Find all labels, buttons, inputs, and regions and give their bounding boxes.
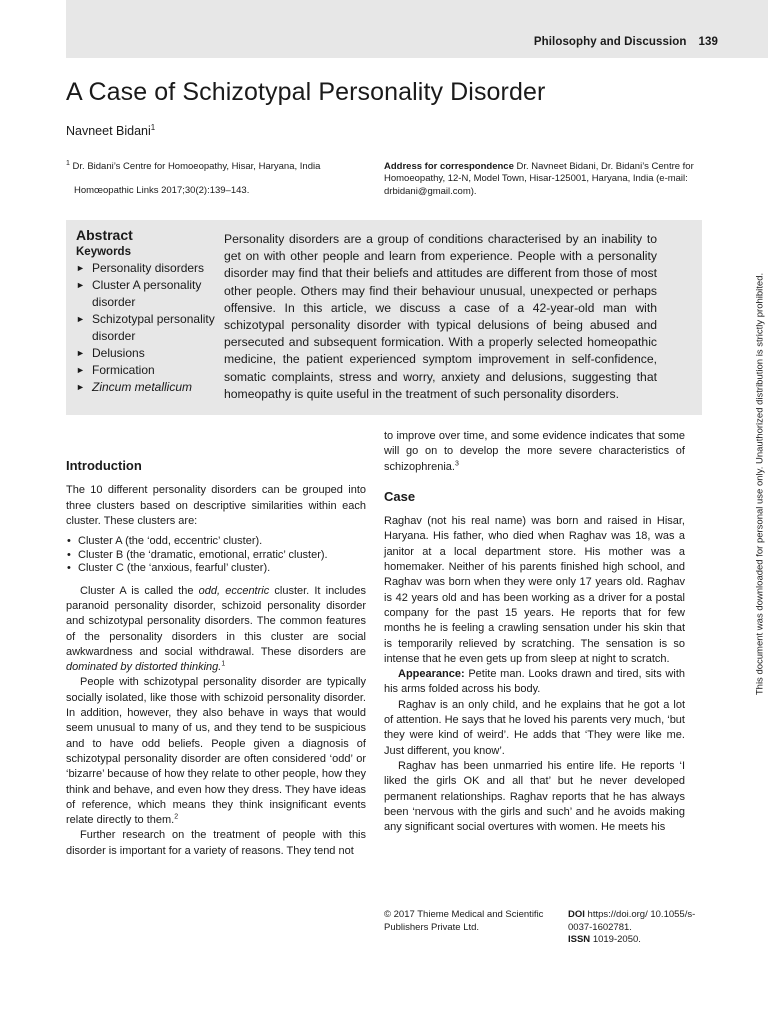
download-notice: This document was downloaded for personal use only. Unauthorized distribution is strictly prohibited.: [754, 272, 766, 696]
issn-label: ISSN: [568, 934, 591, 945]
intro-paragraph: [66, 675, 366, 828]
header-band: [66, 0, 768, 58]
intro-paragraph-continued: [384, 429, 685, 475]
correspondence-label: Address for correspondence: [384, 161, 514, 172]
affiliation-sup: 1: [66, 160, 70, 167]
case-paragraph: Raghav has been unmarried his entire life. He reports ‘I liked the girls OK and all that’ but he never developed permanent relationships. Raghav reports that he has always been ‘nervous with the girls and such’ and he avoids making any significant social overtures with women. He meets his: [384, 759, 685, 834]
appearance-label: Appearance:: [398, 668, 465, 681]
running-head: [534, 36, 718, 48]
keyword-item: ► Cluster A personality disorder: [76, 277, 226, 311]
reference-sup: 1: [221, 660, 226, 668]
correspondence-text: Dr. Navneet Bidani, Dr. Bidani’s Centre for Homoeopathy, 12-N, Model Town, Hisar-125001, Haryana, India (e-mail: drbidani@gmail.com).: [384, 161, 694, 197]
author-sup: 1: [150, 123, 156, 132]
text-span: Further research on the treatment of people with this disorder is important for a variety of reasons. They tend not: [66, 829, 366, 857]
keyword-item: ► Zincum metallicum: [76, 379, 226, 396]
reference-sup: 3: [454, 459, 459, 467]
article-title: A Case of Schizotypal Personality Disorder: [66, 78, 546, 106]
keywords-heading: Keywords: [76, 246, 131, 258]
intro-paragraph: [66, 584, 366, 676]
cluster-item: • Cluster C (the ‘anxious, fearful’ cluster).: [66, 562, 366, 576]
reference-sup: 2: [174, 813, 179, 821]
cluster-item: • Cluster B (the ‘dramatic, emotional, erratic’ cluster).: [66, 549, 366, 563]
text-span: cluster. It includes paranoid personality disorder, schizoid personality disorder and schizotypal personality disorders. The common features of the personality disorders in this cluster are social awkwardness and social withdrawal. These disorders are: [66, 584, 366, 658]
case-heading: Case: [384, 488, 416, 504]
emphasis: dominated by distorted thinking.: [66, 661, 222, 674]
affiliation-text: Dr. Bidani’s Centre for Homoeopathy, Hisar, Haryana, India: [72, 161, 321, 173]
cluster-item: • Cluster A (the ‘odd, eccentric’ cluster).: [66, 535, 366, 549]
abstract-sidebar: [76, 227, 226, 396]
issn-value: 1019-2050.: [590, 934, 641, 945]
correspondence: [384, 161, 704, 198]
case-paragraph: Raghav is an only child, and he explains that he got a lot of attention. He says that he loved his parents very much, ‘but they were kind of weird’. He adds that ‘They were like me. Just different, you know’.: [384, 698, 685, 757]
intro-paragraph: The 10 different personality disorders can be grouped into three clusters based on descriptive similarities within each cluster. These clusters are:: [66, 484, 366, 527]
cluster-list: [66, 535, 366, 576]
affiliation: [66, 160, 320, 172]
introduction-heading: Introduction: [66, 458, 142, 473]
text-span: People with schizotypal personality disorder are typically socially isolated, like those with schizoid personality disorder. In addition, however, they also behave in ways that would seem unusual to many of us, and they tend to be suspicious and to have odd beliefs. People given a diagnosis of schizotypal personality disorder are often considered ‘odd’ or ‘bizarre’ because of how they relate to other people, how they think and behave, and even how they dress. They have ideas of reference, which means they think insignificant events relate directly to them.: [66, 676, 366, 827]
doi-link[interactable]: https://doi.org/ 10.1055/s-0037-1602781.: [568, 909, 696, 933]
page-number: 139: [698, 36, 718, 48]
author-line: [66, 123, 155, 138]
keywords-list: [76, 260, 226, 396]
keyword-item: ► Delusions: [76, 345, 226, 362]
case-paragraph: Raghav (not his real name) was born and raised in Hisar, Haryana. His father, who died when Raghav was 18, was a janitor at a local department store. His mother was a homemaker. Neither of his parents finished high school, and Raghav was born when they were only 17 years old. Raghav is 42 years old and has been working as a driver for a postal company for the past 15 years. He reports that for few months he is feeling a crawling sensation under his skin that is temporarily relieved by scratching. The sensation is so intense that he even gets up from sleep at night to scratch.: [384, 515, 685, 665]
doi-label: DOI: [568, 909, 585, 920]
intro-paragraph: [66, 828, 366, 859]
doi-block: [568, 909, 698, 947]
case-paragraph: [384, 667, 685, 698]
copyright: © 2017 Thieme Medical and Scientific Publishers Private Ltd.: [384, 909, 544, 933]
text-span: Petite man. Looks drawn and tired, sits with his arms folded across his body.: [384, 668, 685, 696]
author-name: Navneet Bidani: [66, 124, 151, 139]
abstract-heading: Abstract: [76, 227, 133, 243]
left-column: [66, 458, 366, 859]
keyword-item: ► Formication: [76, 362, 226, 379]
keyword-item: ► Schizotypal personality disorder: [76, 311, 226, 345]
journal-citation: Homœopathic Links 2017;30(2):139–143.: [74, 185, 250, 196]
text-span: to improve over time, and some evidence indicates that some will go on to develop the more severe characteristics of schizophrenia.: [384, 430, 685, 473]
keyword-item: ► Personality disorders: [76, 260, 226, 277]
text-span: Cluster A is called the: [80, 584, 199, 597]
abstract-text: Personality disorders are a group of conditions characterised by an inability to get on with other people and learn from experience. People with a personality disorder may find that their beliefs and attitudes are different from those of most other people. Others may find their behaviour unusual, unexpected or perhaps offensive. In this article, we discuss a case of a 42-year-old man with schizotypal personality disorder with typical delusions of being abused and persecuted and subsequent formication. With a properly selected homeopathic medicine, the patient experienced symptom improvement in self-confidence, somatic complaints, stress and worry, anxiety and delusions, suggesting that homeopathy is quite useful in the treatment of such personality disorders.: [224, 232, 657, 401]
right-column: [384, 429, 685, 835]
abstract-box: [66, 220, 702, 415]
emphasis: odd, eccentric: [198, 584, 270, 597]
section-title: Philosophy and Discussion: [533, 36, 687, 48]
